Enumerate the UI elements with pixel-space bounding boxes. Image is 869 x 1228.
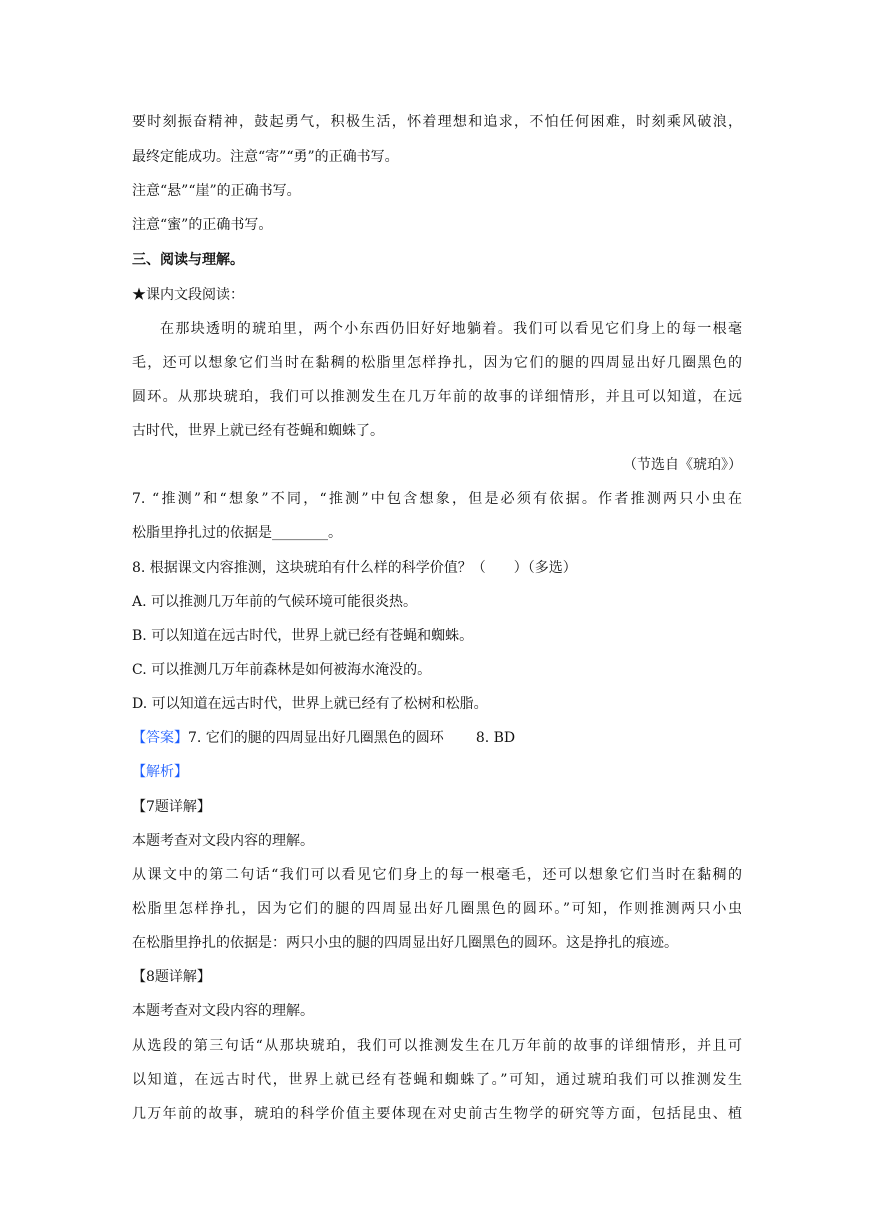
analysis-tag: 【解析】 — [132, 764, 188, 780]
detail-8-body-2: 以知道，在远古时代，世界上就已经有苍蝇和蜘蛛了。”可知，通过琥珀我们可以推测发生 — [132, 1072, 742, 1088]
question-8-option-b: B. 可以知道在远古时代，世界上就已经有苍蝇和蜘蛛。 — [132, 628, 474, 644]
detail-8-title: 【8题详解】 — [132, 969, 211, 985]
continuation-line-1: 要时刻振奋精神，鼓起勇气，积极生活，怀着理想和追求，不怕任何困难，时刻乘风破浪， — [132, 114, 742, 130]
note-mi: 注意“蜜”的正确书写。 — [132, 217, 273, 233]
passage-source: （节选自《琥珀》） — [623, 457, 742, 473]
continuation-line-2: 最终定能成功。注意“寄”“勇”的正确书写。 — [132, 149, 399, 165]
question-8-option-c: C. 可以推测几万年前森林是如何被海水淹没的。 — [132, 662, 432, 678]
question-8-option-d: D. 可以知道在远古时代，世界上就已经有了松树和松脂。 — [132, 696, 488, 712]
detail-7-body-3: 在松脂里挣扎的依据是：两只小虫的腿的四周显出好几圈黑色的圆环。这是挣扎的痕迹。 — [132, 935, 678, 951]
detail-7-title: 【7题详解】 — [132, 799, 211, 815]
passage-line-3: 圆环。从那块琥珀，我们可以推测发生在几万年前的故事的详细情形，并且可以知道，在远 — [132, 389, 742, 405]
answer-tag: 【答案】 — [132, 730, 188, 746]
question-8-option-a: A. 可以推测几万年前的气候环境可能很炎热。 — [132, 594, 418, 610]
question-7-line-2: 松脂里挣扎过的依据是________。 — [132, 525, 342, 541]
passage-line-4: 古时代，世界上就已经有苍蝇和蜘蛛了。 — [132, 423, 384, 439]
answer-line — [132, 728, 742, 748]
passage-line-1: 在那块透明的琥珀里，两个小东西仍旧好好地躺着。我们可以看见它们身上的每一根毫 — [160, 321, 742, 337]
answer-8: 8. BD — [475, 730, 516, 746]
detail-8-intro: 本题考查对文段内容的理解。 — [132, 1003, 314, 1019]
note-xuanya: 注意“悬”“崖”的正确书写。 — [132, 183, 301, 199]
detail-7-body-1: 从课文中的第二句话“我们可以看见它们身上的每一根毫毛，还可以想象它们当时在黏稠的 — [132, 867, 742, 883]
section-3-subtitle: ★课内文段阅读： — [132, 287, 244, 303]
section-3-title: 三、阅读与理解。 — [132, 252, 244, 268]
detail-8-body-3: 几万年前的故事，琥珀的科学价值主要体现在对史前古生物学的研究等方面，包括昆虫、植 — [132, 1106, 742, 1122]
detail-7-intro: 本题考查对文段内容的理解。 — [132, 833, 314, 849]
answer-7: 7. 它们的腿的四周显出好几圈黑色的圆环 — [188, 730, 444, 746]
passage-line-2: 毛，还可以想象它们当时在黏稠的松脂里怎样挣扎，因为它们的腿的四周显出好几圈黑色的 — [132, 355, 742, 371]
question-7-line-1: 7. “推测”和“想象”不同，“推测”中包含想象，但是必须有依据。作者推测两只小虫在 — [132, 491, 742, 507]
question-8-stem: 8. 根据课文内容推测，这块琥珀有什么样的科学价值？（ ）（多选） — [132, 560, 577, 576]
detail-8-body-1: 从选段的第三句话“从那块琥珀，我们可以推测发生在几万年前的故事的详细情形，并且可 — [132, 1038, 742, 1054]
detail-7-body-2: 松脂里怎样挣扎，因为它们的腿的四周显出好几圈黑色的圆环。”可知，作则推测两只小虫 — [132, 901, 742, 917]
